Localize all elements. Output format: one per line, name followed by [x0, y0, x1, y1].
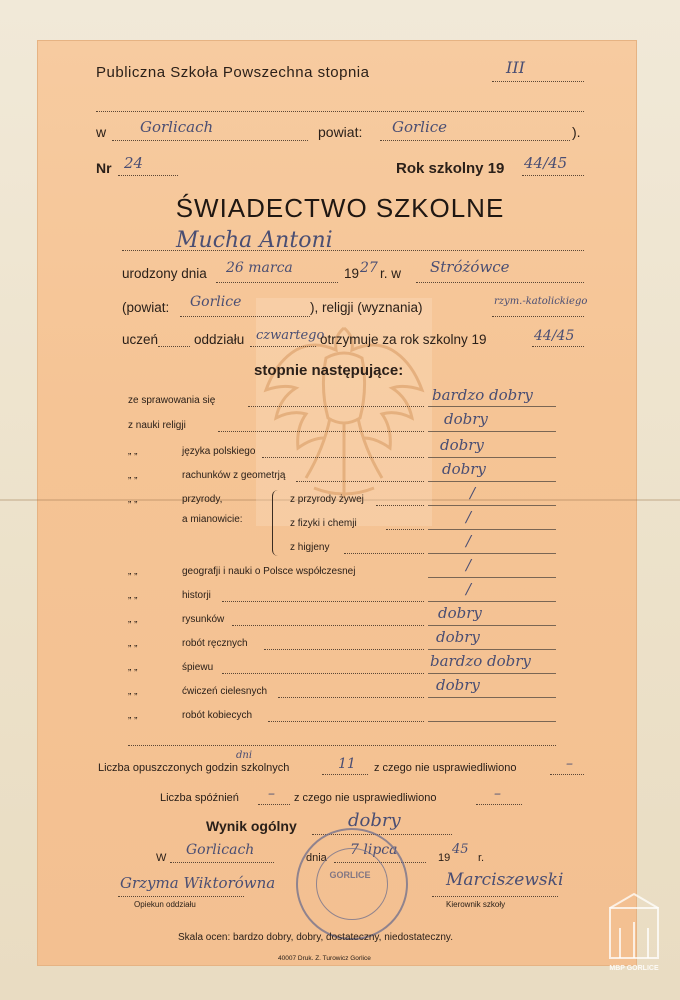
grade-line: [428, 553, 556, 554]
born-label: urodzony dnia: [122, 266, 207, 281]
ditto-mark: „ „: [128, 662, 138, 673]
absence-label: Liczba opuszczonych godzin szkolnych: [98, 762, 290, 774]
grade-value: dobry: [438, 604, 482, 622]
grade-label: z przyrody żywej: [290, 494, 364, 505]
born-year-value: 27: [360, 260, 378, 276]
receives-year-value: 44/45: [534, 328, 575, 344]
grade-label: ze sprawowania się: [128, 395, 216, 406]
grade-dots: [222, 673, 424, 674]
document-title: ŚWIADECTWO SZKOLNE: [175, 193, 505, 223]
printer-note: 40007 Druk. Z. Turowicz Gorlice: [278, 955, 371, 962]
brace: [272, 490, 281, 556]
place-date-r: r.: [478, 852, 485, 864]
born-day-dots: [216, 282, 338, 283]
grade-value: dobry: [436, 628, 480, 646]
school-line-dots: [96, 111, 584, 112]
grade-line: [428, 577, 556, 578]
grade-value: /: [466, 556, 472, 574]
ditto-mark: „ „: [128, 470, 138, 481]
school-line-label: Publiczna Szkoła Powszechna stopnia: [96, 64, 370, 81]
pupil-dots: [158, 346, 190, 347]
grade-label: rachunków z geometrją: [182, 470, 286, 481]
school-degree-value: III: [506, 58, 525, 77]
grade-line: [428, 625, 556, 626]
class-value: czwartego: [256, 328, 325, 343]
late-value: –: [268, 786, 275, 802]
late-unexcused-dots: [476, 804, 522, 805]
place-prefix: w: [96, 124, 107, 140]
grade-label: geografji i nauki o Polsce współczesnej: [182, 566, 356, 577]
stamp-text: GORLICE: [329, 870, 371, 880]
late-unexcused-label: z czego nie usprawiedliwiono: [294, 792, 437, 804]
student-district-value: Gorlice: [190, 294, 242, 310]
place-dots: [112, 140, 308, 141]
grade-label: z fizyki i chemji: [290, 518, 357, 529]
grade-dots: [268, 721, 424, 722]
district-label: powiat:: [318, 124, 363, 140]
grade-label: z nauki religji: [128, 420, 186, 431]
place-date-day-label: dnia: [306, 852, 327, 864]
name-dots: [122, 250, 584, 251]
grade-dots: [386, 529, 424, 530]
grade-line: [428, 529, 556, 530]
grade-value: /: [466, 580, 472, 598]
place-date-w: W: [156, 852, 167, 864]
religion-dots: [492, 316, 584, 317]
ditto-mark: „ „: [128, 686, 138, 697]
place-date-day: 7 lipca: [350, 842, 398, 858]
receives-label: otrzymuje za rok szkolny 19: [320, 332, 487, 347]
grade-value: bardzo dobry: [430, 652, 531, 670]
ditto-mark: „ „: [128, 710, 138, 721]
school-year-dots: [522, 175, 584, 176]
grade-value: bardzo dobry: [432, 386, 533, 404]
absence-value: 11: [338, 756, 356, 772]
grade-label: z higjeny: [290, 542, 330, 553]
grade-line: [428, 721, 556, 722]
nr-value: 24: [124, 154, 144, 172]
school-year-value: 44/45: [524, 154, 568, 172]
grade-line: [428, 601, 556, 602]
absence-unexcused-value: –: [566, 756, 573, 772]
grade-dots: [376, 505, 424, 506]
degree-dots: [492, 81, 584, 82]
stamp-inner-ring: [316, 848, 388, 920]
grade-line: [428, 697, 556, 698]
grades-heading: stopnie następujące:: [254, 362, 404, 379]
place-date-year-prefix: 19: [438, 852, 451, 864]
grade-dots: [264, 649, 424, 650]
place-date-year: 45: [452, 842, 469, 857]
grade-value: dobry: [436, 676, 480, 694]
grade-line: [428, 431, 556, 432]
grade-value: /: [470, 484, 476, 502]
school-stamp: [296, 828, 408, 940]
district-dots: [380, 140, 570, 141]
director-dots: [432, 896, 558, 897]
ditto-mark: „ „: [128, 566, 138, 577]
place-date-place-dots: [170, 862, 274, 863]
grade-label: języka polskiego: [182, 446, 256, 457]
grade-dots: [278, 697, 424, 698]
guardian-signature: Grzyma Wiktorówna: [120, 874, 276, 892]
late-dots: [258, 804, 290, 805]
grade-value: /: [466, 532, 472, 550]
grades-end-dots: [128, 745, 556, 746]
result-value: dobry: [348, 810, 401, 831]
przyrody-label: przyrody,: [182, 494, 223, 505]
place-value: Gorlicach: [140, 118, 214, 136]
born-place-value: Stróżówce: [430, 258, 510, 276]
grade-label: robót ręcznych: [182, 638, 248, 649]
grade-dots: [248, 406, 424, 407]
ditto-mark: „ „: [128, 638, 138, 649]
grade-line: [428, 649, 556, 650]
director-label: Kierownik szkoły: [446, 900, 506, 909]
pupil-label: uczeń: [122, 332, 159, 347]
grade-value: /: [466, 508, 472, 526]
grade-dots: [218, 431, 424, 432]
absence-correction: dni: [236, 750, 253, 761]
grade-dots: [222, 601, 424, 602]
student-district-label: (powiat:: [122, 300, 170, 315]
class-dots: [250, 346, 316, 347]
nr-label: Nr: [96, 160, 112, 176]
archive-logo: [604, 890, 664, 980]
nr-dots: [118, 175, 178, 176]
ditto-mark: „ „: [128, 590, 138, 601]
late-unexcused-value: –: [494, 786, 501, 802]
grade-dots: [296, 481, 424, 482]
grade-label: ćwiczeń cielesnych: [182, 686, 268, 697]
absence-unexcused-label: z czego nie usprawiedliwiono: [374, 762, 517, 774]
grade-line: [428, 673, 556, 674]
archive-mark-text: MBP GORLICE: [609, 965, 659, 972]
ditto-mark: „ „: [128, 494, 138, 505]
grade-value: dobry: [444, 410, 488, 428]
place-date-place: Gorlicach: [186, 842, 255, 858]
grade-value: dobry: [440, 436, 484, 454]
religion-value: rzym.-katolickiego: [494, 296, 588, 307]
born-year-prefix: 19: [344, 266, 360, 281]
grade-label: historji: [182, 590, 211, 601]
grade-value: dobry: [442, 460, 486, 478]
absence-unexcused-dots: [550, 774, 584, 775]
student-name: Mucha Antoni: [176, 228, 333, 253]
close-paren: ).: [572, 124, 581, 140]
born-place-dots: [416, 282, 584, 283]
late-label: Liczba spóźnień: [160, 792, 239, 804]
grade-line: [428, 481, 556, 482]
class-label: oddziału: [194, 332, 245, 347]
receives-year-dots: [532, 346, 584, 347]
grade-line: [428, 505, 556, 506]
mianowicie-label: a mianowicie:: [182, 514, 243, 525]
born-day-value: 26 marca: [226, 260, 293, 276]
grade-dots: [344, 553, 424, 554]
religion-label: ), religji (wyznania): [310, 300, 423, 315]
grade-label: robót kobiecych: [182, 710, 253, 721]
student-district-dots: [180, 316, 310, 317]
grade-dots: [262, 457, 424, 458]
school-year-label: Rok szkolny 19: [396, 160, 505, 177]
absence-dots: [322, 774, 368, 775]
library-building-icon: [604, 890, 664, 960]
district-value: Gorlice: [392, 118, 448, 136]
grade-label: śpiewu: [182, 662, 214, 673]
grade-line: [428, 457, 556, 458]
director-signature: Marciszewski: [446, 870, 564, 890]
result-label: Wynik ogólny: [206, 818, 297, 834]
ditto-mark: „ „: [128, 614, 138, 625]
grade-line: [428, 406, 556, 407]
grade-scale-note: Skala ocen: bardzo dobry, dobry, dostateczny, niedostateczny.: [178, 932, 453, 943]
guardian-dots: [118, 896, 244, 897]
born-place-label: r. w: [380, 266, 402, 281]
grade-dots: [232, 625, 424, 626]
ditto-mark: „ „: [128, 446, 138, 457]
grade-label: rysunków: [182, 614, 225, 625]
guardian-label: Opiekun oddziału: [134, 900, 196, 909]
